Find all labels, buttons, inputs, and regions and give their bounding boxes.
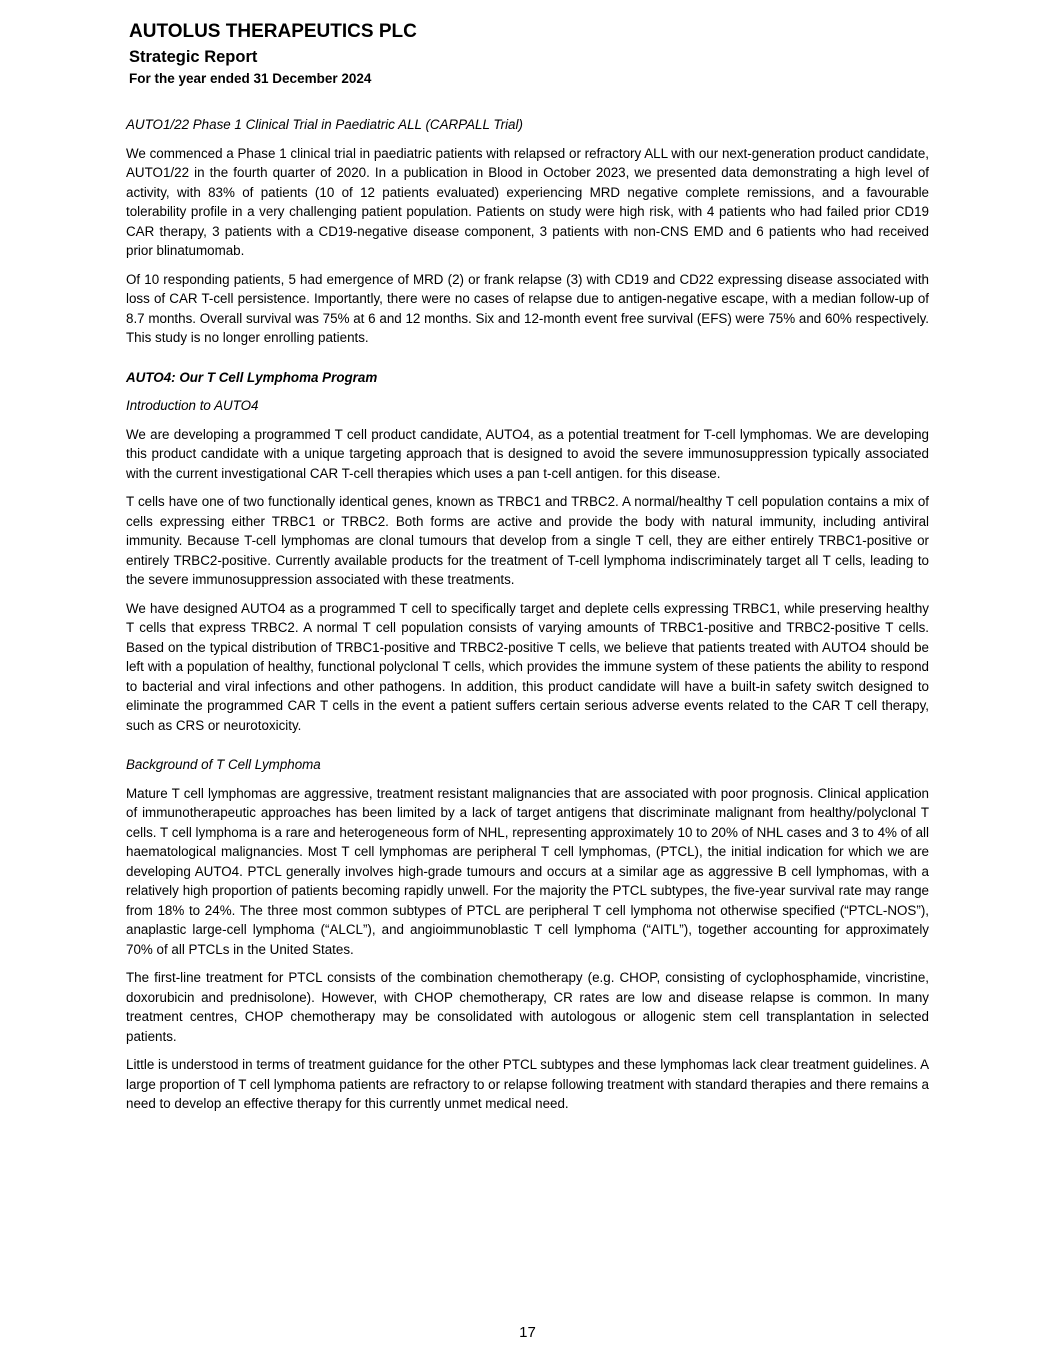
company-name: AUTOLUS THERAPEUTICS PLC [129,21,417,42]
background-paragraph-1: Mature T cell lymphomas are aggressive, treatment resistant malignancies that are associated with poor prognosis. Clinical application of immunotherapeutic approaches has been limited by a lack of target antigens that discriminate malignant from healthy/polyclonal T cells. T cell lymphoma is a rare and heterogeneous form of NHL, representing approximately 10 to 20% of NHL cases and 3 to 4% of all haematological malignancies. Most T cell lymphomas are peripheral T cell lymphomas, (PTCL), the initial indication for which we are developing AUTO4. PTCL generally involves high-grade tumours and occurs at a similar age as aggressive B cell lymphomas, with a relatively high proportion of patients becoming rapidly unwell. For the majority the PTCL subtypes, the five-year survival rate may range from 18% to 24%. The three most common subtypes of PTCL are peripheral T cell lymphoma not otherwise specified (“PTCL-NOS”), anaplastic large-cell lymphoma (“ALCL”), and angioimmunoblastic T cell lymphoma (“AITL”), together accounting for approximately 70% of all PTCLs in the United States. [126,785,929,957]
carpall-heading: AUTO1/22 Phase 1 Clinical Trial in Paediatric ALL (CARPALL Trial) [126,117,523,132]
introduction-heading: Introduction to AUTO4 [126,398,259,413]
introduction-paragraph-3: We have designed AUTO4 as a programmed T cell to specifically target and deplete cells expressing TRBC1, while preserving healthy T cells that express TRBC2. A normal T cell population consists of varying amounts of TRBC1-positive and TRBC2-positive T cells. Based on the typical distribution of TRBC1-positive and TRBC2-positive T cells, we believe that patients treated with AUTO4 should be left with a population of healthy, functional polyclonal T cells, which provides the immune system of these patients the ability to respond to bacterial and viral infections and other pathogens. In addition, this product candidate will have a built-in safety switch designed to eliminate the programmed CAR T cells in the event a patient suffers certain serious adverse events related to the CAR T cell therapy, such as CRS or neurotoxicity. [126,600,929,733]
background-heading: Background of T Cell Lymphoma [126,757,321,772]
report-period: For the year ended 31 December 2024 [129,71,372,86]
carpall-paragraph-2: Of 10 responding patients, 5 had emergence of MRD (2) or frank relapse (3) with CD19 and CD22 expressing disease associated with loss of CAR T-cell persistence. Importantly, there were no cases of relapse due to antigen-negative escape, with a median follow-up of 8.7 months. Overall survival was 75% at 6 and 12 months. Six and 12-month event free survival (EFS) were 75% and 60% respectively. This study is no longer enrolling patients. [126,271,929,345]
background-paragraph-3: Little is understood in terms of treatment guidance for the other PTCL subtypes and these lymphomas lack clear treatment guidelines. A large proportion of T cell lymphoma patients are refractory to or relapse following treatment with standard therapies and there remains a need to develop an effective therapy for this currently unmet medical need. [126,1057,929,1111]
page-header [129,20,929,88]
background-paragraph-2: The first-line treatment for PTCL consists of the combination chemotherapy (e.g. CHOP, consisting of cyclophosphamide, vincristine, doxorubicin and prednisolone). However, with CHOP chemotherapy, CR rates are low and disease relapse is common. In many treatment centres, CHOP chemotherapy may be consolidated with autologous or allogenic stem cell transplantation in selected patients. [126,970,929,1044]
introduction-paragraph-2: T cells have one of two functionally identical genes, known as TRBC1 and TRBC2. A normal/healthy T cell population contains a mix of cells expressing either TRBC1 or TRBC2. Both forms are active and provide the body with natural immunity, including antiviral immunity. Because T-cell lymphomas are clonal tumours that develop from a single T cell, they are either entirely TRBC1-positive or entirely TRBC2-positive. Currently available products for the treatment of T-cell lymphoma indiscriminately target all T cells, leading to the severe immunosuppression associated with these treatments. [126,494,929,587]
report-title: Strategic Report [129,48,258,66]
page-number: 17 [519,1324,536,1341]
document-body [126,115,929,1123]
introduction-paragraph-1: We are developing a programmed T cell product candidate, AUTO4, as a potential treatment for T-cell lymphomas. We are developing this product candidate with a unique targeting approach that is designed to avoid the severe immunosuppression typically associated with the current investigational CAR T-cell therapies which uses a pan t-cell antigen. for this disease. [126,426,929,481]
carpall-paragraph-1: We commenced a Phase 1 clinical trial in paediatric patients with relapsed or refractory ALL with our next-generation product candidate, AUTO1/22 in the fourth quarter of 2020. In a publication in Blood in October 2023, we presented data demonstrating a high level of activity, with 83% of patients (10 of 12 patients evaluated) experiencing MRD negative complete remissions, and a favourable tolerability profile in a very challenging patient population. Patients on study were high risk, with 4 patients who had failed prior CD19 CAR therapy, 3 patients with a CD19-negative disease component, 3 patients with non-CNS EMD and 6 patients who had received prior blinatumomab. [126,145,929,258]
auto4-program-heading: AUTO4: Our T Cell Lymphoma Program [126,369,378,385]
